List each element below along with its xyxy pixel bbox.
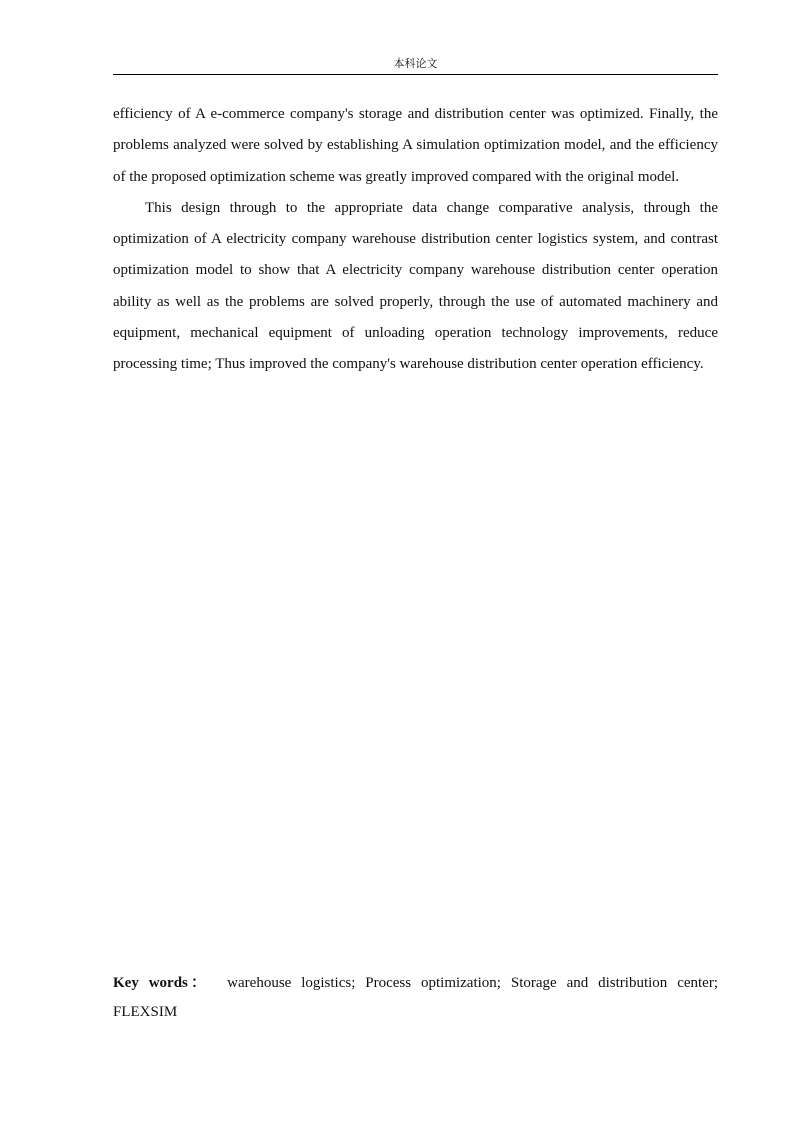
keywords-section — [113, 969, 718, 1027]
header-title: 本科论文 — [393, 57, 438, 70]
abstract-paragraph-2: This design through to the appropriate data change comparative analysis, through the optimization of A electricity company warehouse distribution center logistics system, and contrast optimization model to show that A electricity company warehouse distribution center operation ability as well as the problems are solved properly, through the use of automated machinery and equipment, mechanical equipment of unloading operation technology improvements, reduce processing time; Thus improved the company's warehouse distribution center operation efficiency. — [113, 199, 718, 373]
abstract-paragraph-1: efficiency of A e-commerce company's storage and distribution center was optimized. Finally, the problems analyzed were solved by establishing A simulation optimization model, and the efficiency of the proposed optimization scheme was greatly improved compared with the original model. — [113, 106, 718, 185]
keywords-text: warehouse logistics; Process optimization; Storage and distribution center; FLEXSIM — [113, 975, 718, 1020]
abstract-body — [113, 99, 718, 381]
keywords-label: Key words： — [113, 975, 210, 991]
page-header — [113, 56, 718, 75]
